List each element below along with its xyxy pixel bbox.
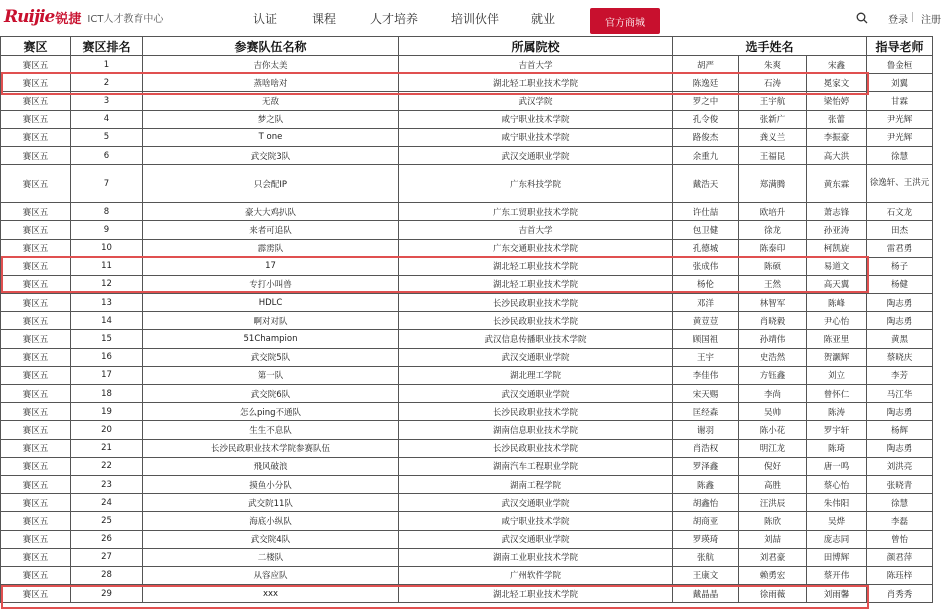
- logo[interactable]: [4, 6, 163, 28]
- table-row: [1, 403, 933, 421]
- table-cell: 黄东霖: [807, 165, 867, 203]
- table-cell: 赛区五: [1, 366, 71, 384]
- table-cell: 14: [71, 312, 143, 330]
- table-cell: 陶志勇: [867, 403, 933, 421]
- table-cell: 庞志同: [807, 530, 867, 548]
- table-cell: 杨健: [867, 275, 933, 293]
- table-cell: 赛区五: [1, 385, 71, 403]
- table-cell: 罗之中: [673, 92, 739, 110]
- table-cell: 20: [71, 421, 143, 439]
- table-cell: 包卫健: [673, 221, 739, 239]
- table-cell: 刘君豪: [739, 548, 807, 566]
- table-cell: 专打小叫兽: [143, 275, 399, 293]
- table-cell: 湖南信息职业技术学院: [399, 421, 673, 439]
- table-cell: 陈逸廷: [673, 74, 739, 92]
- table-cell: 咸宁职业技术学院: [399, 110, 673, 128]
- table-cell: 刘立: [807, 366, 867, 384]
- table-cell: 蔡心怡: [807, 475, 867, 493]
- table-cell: 赛区五: [1, 530, 71, 548]
- table-cell: 吴帅: [739, 403, 807, 421]
- table-row: [1, 128, 933, 146]
- table-cell: 李芳: [867, 366, 933, 384]
- register-link[interactable]: 注册: [921, 15, 941, 26]
- table-cell: 刘喆: [739, 530, 807, 548]
- table-cell: 陈欣: [739, 512, 807, 530]
- table-cell: 赛区五: [1, 239, 71, 257]
- table-row: [1, 203, 933, 221]
- table-cell: 高天翼: [807, 275, 867, 293]
- table-cell: 冕家文: [807, 74, 867, 92]
- table-cell: 第一队: [143, 366, 399, 384]
- nav-item-certification[interactable]: 认证: [253, 12, 278, 26]
- table-cell: 尹光辉: [867, 110, 933, 128]
- table-cell: 赛区五: [1, 294, 71, 312]
- table-cell: 赛区五: [1, 312, 71, 330]
- table-cell: 广东工贸职业技术学院: [399, 203, 673, 221]
- table-row: [1, 439, 933, 457]
- table-cell: 徐慧: [867, 146, 933, 164]
- table-row: [1, 512, 933, 530]
- table-cell: 51Champion: [143, 330, 399, 348]
- table-cell: 15: [71, 330, 143, 348]
- table-row: [1, 74, 933, 92]
- table-row: [1, 257, 933, 275]
- table-row: [1, 530, 933, 548]
- table-cell: 武汉交通职业学院: [399, 146, 673, 164]
- table-cell: 张晓青: [867, 475, 933, 493]
- table-cell: 豪大大鸡扒队: [143, 203, 399, 221]
- table-cell: 赛区五: [1, 585, 71, 603]
- table-cell: 曾怀仁: [807, 385, 867, 403]
- table-cell: 胡鑫怡: [673, 494, 739, 512]
- table-row: [1, 239, 933, 257]
- table-cell: 赛区五: [1, 548, 71, 566]
- table-cell: 12: [71, 275, 143, 293]
- table-row: [1, 165, 933, 203]
- table-cell: 湖南汽车工程职业学院: [399, 457, 673, 475]
- table-cell: 28: [71, 566, 143, 584]
- table-cell: 方钰鑫: [739, 366, 807, 384]
- table-row: [1, 221, 933, 239]
- table-cell: 宋天赐: [673, 385, 739, 403]
- table-cell: 陈峰: [807, 294, 867, 312]
- table-cell: 来者可追队: [143, 221, 399, 239]
- table-row: [1, 146, 933, 164]
- table-cell: 武汉交通职业学院: [399, 385, 673, 403]
- table-cell: 赛区五: [1, 165, 71, 203]
- table-cell: 尹心怡: [807, 312, 867, 330]
- table-row: [1, 585, 933, 603]
- table-row: [1, 56, 933, 74]
- table-header: [1, 37, 933, 56]
- table-cell: 张航: [673, 548, 739, 566]
- table-cell: 张成伟: [673, 257, 739, 275]
- header-rank: 赛区排名: [71, 37, 143, 56]
- table-cell: 孔令俊: [673, 110, 739, 128]
- table-cell: 赛区五: [1, 257, 71, 275]
- table-cell: 13: [71, 294, 143, 312]
- table-cell: 余重九: [673, 146, 739, 164]
- table-cell: 24: [71, 494, 143, 512]
- table-cell: 胡严: [673, 56, 739, 74]
- table-cell: 陈涛: [807, 403, 867, 421]
- table-cell: 石涛: [739, 74, 807, 92]
- table-cell: 谢羽: [673, 421, 739, 439]
- table-cell: 海底小纵队: [143, 512, 399, 530]
- table-cell: 湖北轻工职业技术学院: [399, 74, 673, 92]
- table-cell: 田博辉: [807, 548, 867, 566]
- table-cell: 武交院3队: [143, 146, 399, 164]
- table-cell: 湖南工程学院: [399, 475, 673, 493]
- table-cell: 摸鱼小分队: [143, 475, 399, 493]
- table-cell: 张新广: [739, 110, 807, 128]
- table-cell: 赛区五: [1, 421, 71, 439]
- table-row: [1, 494, 933, 512]
- table-cell: 9: [71, 221, 143, 239]
- login-link[interactable]: 登录: [888, 15, 908, 26]
- table-cell: 王宇: [673, 348, 739, 366]
- table-cell: 刘洪亮: [867, 457, 933, 475]
- table-cell: 路俊杰: [673, 128, 739, 146]
- table-cell: 高大洪: [807, 146, 867, 164]
- table-row: [1, 385, 933, 403]
- table-cell: 湖南工业职业技术学院: [399, 548, 673, 566]
- table-cell: 孙靖伟: [739, 330, 807, 348]
- table-cell: 飛风破浪: [143, 457, 399, 475]
- table-cell: 25: [71, 512, 143, 530]
- logo-mark: Ruijie: [4, 7, 55, 27]
- table-row: [1, 110, 933, 128]
- table-cell: 郑满腾: [739, 165, 807, 203]
- table-cell: 刘翼: [867, 74, 933, 92]
- table-cell: 怎么ping不通队: [143, 403, 399, 421]
- table-cell: 赛区五: [1, 275, 71, 293]
- table-cell: 无敌: [143, 92, 399, 110]
- table-row: [1, 566, 933, 584]
- table-cell: 陈亚里: [807, 330, 867, 348]
- table-cell: 武汉交通职业学院: [399, 348, 673, 366]
- table-cell: 湖北理工学院: [399, 366, 673, 384]
- table-cell: 吉首大学: [399, 56, 673, 74]
- table-cell: 陶志勇: [867, 312, 933, 330]
- table-cell: 8: [71, 203, 143, 221]
- table-cell: 17: [143, 257, 399, 275]
- table-row: [1, 548, 933, 566]
- table-cell: 甘霖: [867, 92, 933, 110]
- table-cell: 颜君萍: [867, 548, 933, 566]
- table-cell: 张蕾: [807, 110, 867, 128]
- table-cell: 武汉交通职业学院: [399, 530, 673, 548]
- table-cell: 赖勇宏: [739, 566, 807, 584]
- table-row: [1, 92, 933, 110]
- table-cell: 罗瑛琦: [673, 530, 739, 548]
- table-cell: 王宇航: [739, 92, 807, 110]
- table-cell: 朱爽: [739, 56, 807, 74]
- official-mall-button[interactable]: 官方商城: [590, 8, 660, 34]
- table-cell: 罗宇轩: [807, 421, 867, 439]
- table-cell: 2: [71, 74, 143, 92]
- table-cell: 11: [71, 257, 143, 275]
- table-cell: 汪洪辰: [739, 494, 807, 512]
- table-cell: 宋鑫: [807, 56, 867, 74]
- table-cell: 李尚: [739, 385, 807, 403]
- table-cell: 徐龙: [739, 221, 807, 239]
- table-cell: 咸宁职业技术学院: [399, 512, 673, 530]
- table-cell: 黄荳荳: [673, 312, 739, 330]
- table-cell: 肖晓毅: [739, 312, 807, 330]
- table-cell: 武交院4队: [143, 530, 399, 548]
- table-cell: 武交院11队: [143, 494, 399, 512]
- table-cell: 武汉交通职业学院: [399, 494, 673, 512]
- table-cell: 27: [71, 548, 143, 566]
- table-cell: 鲁金桓: [867, 56, 933, 74]
- table-cell: 4: [71, 110, 143, 128]
- table-cell: 陈珏梓: [867, 566, 933, 584]
- table-cell: 贺灏辉: [807, 348, 867, 366]
- table-cell: 广东科技学院: [399, 165, 673, 203]
- table-cell: 10: [71, 239, 143, 257]
- table-cell: 王福昆: [739, 146, 807, 164]
- table-cell: 李振豪: [807, 128, 867, 146]
- table-cell: 生生不息队: [143, 421, 399, 439]
- header-school: 所属院校: [399, 37, 673, 56]
- table-cell: 赛区五: [1, 92, 71, 110]
- header-team: 参赛队伍名称: [143, 37, 399, 56]
- table-cell: 湖北轻工职业技术学院: [399, 257, 673, 275]
- table-row: [1, 330, 933, 348]
- table-cell: 黄黑: [867, 330, 933, 348]
- table-cell: 长沙民政职业技术学院: [399, 403, 673, 421]
- table-cell: 陈小花: [739, 421, 807, 439]
- table-cell: 萧志锋: [807, 203, 867, 221]
- table-cell: 赛区五: [1, 475, 71, 493]
- table-cell: 武汉学院: [399, 92, 673, 110]
- table-cell: 长沙民政职业技术学院: [399, 312, 673, 330]
- table-row: [1, 312, 933, 330]
- table-cell: 21: [71, 439, 143, 457]
- table-cell: 王然: [739, 275, 807, 293]
- table-cell: 长沙民政职业技术学院: [399, 439, 673, 457]
- table-cell: 赛区五: [1, 330, 71, 348]
- table-cell: 赛区五: [1, 110, 71, 128]
- table-cell: 湖北轻工职业技术学院: [399, 585, 673, 603]
- table-cell: 吉首大学: [399, 221, 673, 239]
- table-cell: 赛区五: [1, 439, 71, 457]
- table-cell: 高胜: [739, 475, 807, 493]
- table-row: [1, 366, 933, 384]
- table-row: [1, 475, 933, 493]
- table-cell: 胡商亚: [673, 512, 739, 530]
- table-cell: 22: [71, 457, 143, 475]
- table-row: [1, 457, 933, 475]
- table-cell: 陈泰印: [739, 239, 807, 257]
- header-region: 赛区: [1, 37, 71, 56]
- table-cell: 霹雳队: [143, 239, 399, 257]
- table-cell: 23: [71, 475, 143, 493]
- table-cell: 赛区五: [1, 56, 71, 74]
- table-cell: 梦之队: [143, 110, 399, 128]
- nav-item-partners[interactable]: 培训伙伴: [451, 12, 500, 26]
- table-cell: 朱伟阳: [807, 494, 867, 512]
- table-cell: 罗泽鑫: [673, 457, 739, 475]
- table-cell: T one: [143, 128, 399, 146]
- table-cell: 湖北轻工职业技术学院: [399, 275, 673, 293]
- table-cell: 从容应队: [143, 566, 399, 584]
- table-cell: 石文龙: [867, 203, 933, 221]
- table-cell: 明江龙: [739, 439, 807, 457]
- table-cell: 19: [71, 403, 143, 421]
- table-cell: 顾国祖: [673, 330, 739, 348]
- results-table: [0, 36, 933, 603]
- table-cell: 李佳伟: [673, 366, 739, 384]
- table-row: [1, 348, 933, 366]
- table-cell: HDLC: [143, 294, 399, 312]
- table-cell: 陶志勇: [867, 439, 933, 457]
- table-cell: 梁怡婷: [807, 92, 867, 110]
- table-cell: 广东交通职业技术学院: [399, 239, 673, 257]
- divider: [912, 12, 913, 22]
- table-cell: 3: [71, 92, 143, 110]
- table-cell: 陈琦: [807, 439, 867, 457]
- table-cell: 马江华: [867, 385, 933, 403]
- table-cell: 田杰: [867, 221, 933, 239]
- table-cell: 邓洋: [673, 294, 739, 312]
- table-cell: 赛区五: [1, 128, 71, 146]
- table-cell: 蔡开伟: [807, 566, 867, 584]
- table-cell: 刘雨馨: [807, 585, 867, 603]
- table-row: [1, 421, 933, 439]
- table-cell: 肖秀秀: [867, 585, 933, 603]
- table-cell: 赛区五: [1, 566, 71, 584]
- header-teacher: 指导老师: [867, 37, 933, 56]
- table-cell: 欧培升: [739, 203, 807, 221]
- table-cell: 啊对对队: [143, 312, 399, 330]
- table-cell: 倪好: [739, 457, 807, 475]
- table-cell: 长沙民政职业技术学院: [399, 294, 673, 312]
- table-cell: 杨子: [867, 257, 933, 275]
- nav-item-talent[interactable]: 人才培养: [370, 12, 419, 26]
- table-cell: 武交院6队: [143, 385, 399, 403]
- table-cell: 肖浩权: [673, 439, 739, 457]
- table-cell: 赛区五: [1, 221, 71, 239]
- header-players: 选手姓名: [673, 37, 867, 56]
- table-cell: 16: [71, 348, 143, 366]
- table-cell: 蔡晓庆: [867, 348, 933, 366]
- table-cell: 赛区五: [1, 146, 71, 164]
- table-cell: 只会配IP: [143, 165, 399, 203]
- table-cell: 29: [71, 585, 143, 603]
- table-cell: 吉你太美: [143, 56, 399, 74]
- table-cell: 杨伦: [673, 275, 739, 293]
- table-cell: 曾怡: [867, 530, 933, 548]
- table-cell: 史浩然: [739, 348, 807, 366]
- table-cell: 匡经森: [673, 403, 739, 421]
- table-cell: 李磊: [867, 512, 933, 530]
- table-cell: 赛区五: [1, 512, 71, 530]
- table-cell: 长沙民政职业技术学院参赛队伍: [143, 439, 399, 457]
- table-cell: 雷君勇: [867, 239, 933, 257]
- table-cell: 孔德城: [673, 239, 739, 257]
- table-cell: 赛区五: [1, 457, 71, 475]
- table-cell: 6: [71, 146, 143, 164]
- top-nav: [0, 0, 944, 36]
- search-icon[interactable]: [856, 12, 868, 24]
- table-cell: 咸宁职业技术学院: [399, 128, 673, 146]
- table-cell: 蒸啥啥对: [143, 74, 399, 92]
- nav-item-courses[interactable]: 课程: [312, 12, 337, 26]
- table-cell: 武汉信息传播职业技术学院: [399, 330, 673, 348]
- logo-cn: 锐捷: [55, 11, 82, 27]
- table-cell: 赛区五: [1, 74, 71, 92]
- table-cell: 龚义兰: [739, 128, 807, 146]
- table-cell: 吴烨: [807, 512, 867, 530]
- table-cell: 戴浩天: [673, 165, 739, 203]
- table-cell: 孙亚涛: [807, 221, 867, 239]
- table-cell: 赛区五: [1, 403, 71, 421]
- table-cell: 林智军: [739, 294, 807, 312]
- table-cell: 徐慧: [867, 494, 933, 512]
- logo-subtitle: ICT人才教育中心: [87, 13, 164, 25]
- table-cell: 许仕喆: [673, 203, 739, 221]
- nav-item-jobs[interactable]: 就业: [531, 12, 556, 26]
- table-cell: 易道文: [807, 257, 867, 275]
- table-cell: 1: [71, 56, 143, 74]
- table-cell: 杨辉: [867, 421, 933, 439]
- table-cell: 18: [71, 385, 143, 403]
- table-cell: 柯凯旋: [807, 239, 867, 257]
- table-cell: 陈鑫: [673, 475, 739, 493]
- table-cell: 尹光辉: [867, 128, 933, 146]
- table-row: [1, 275, 933, 293]
- table-cell: 陶志勇: [867, 294, 933, 312]
- table-cell: 武交院5队: [143, 348, 399, 366]
- table-cell: 唐一鸣: [807, 457, 867, 475]
- table-cell: 26: [71, 530, 143, 548]
- table-cell: 17: [71, 366, 143, 384]
- table-cell: 5: [71, 128, 143, 146]
- table-row: [1, 294, 933, 312]
- table-cell: 陈硕: [739, 257, 807, 275]
- table-cell: 二楼队: [143, 548, 399, 566]
- table-cell: xxx: [143, 585, 399, 603]
- table-cell: 王康文: [673, 566, 739, 584]
- table-cell: 赛区五: [1, 203, 71, 221]
- table-cell: 徐逸轩、王洪元: [867, 165, 933, 203]
- table-cell: 赛区五: [1, 494, 71, 512]
- table-cell: 广州软件学院: [399, 566, 673, 584]
- table-cell: 徐雨薇: [739, 585, 807, 603]
- table-cell: 赛区五: [1, 348, 71, 366]
- table-cell: 戴晶晶: [673, 585, 739, 603]
- table-cell: 7: [71, 165, 143, 203]
